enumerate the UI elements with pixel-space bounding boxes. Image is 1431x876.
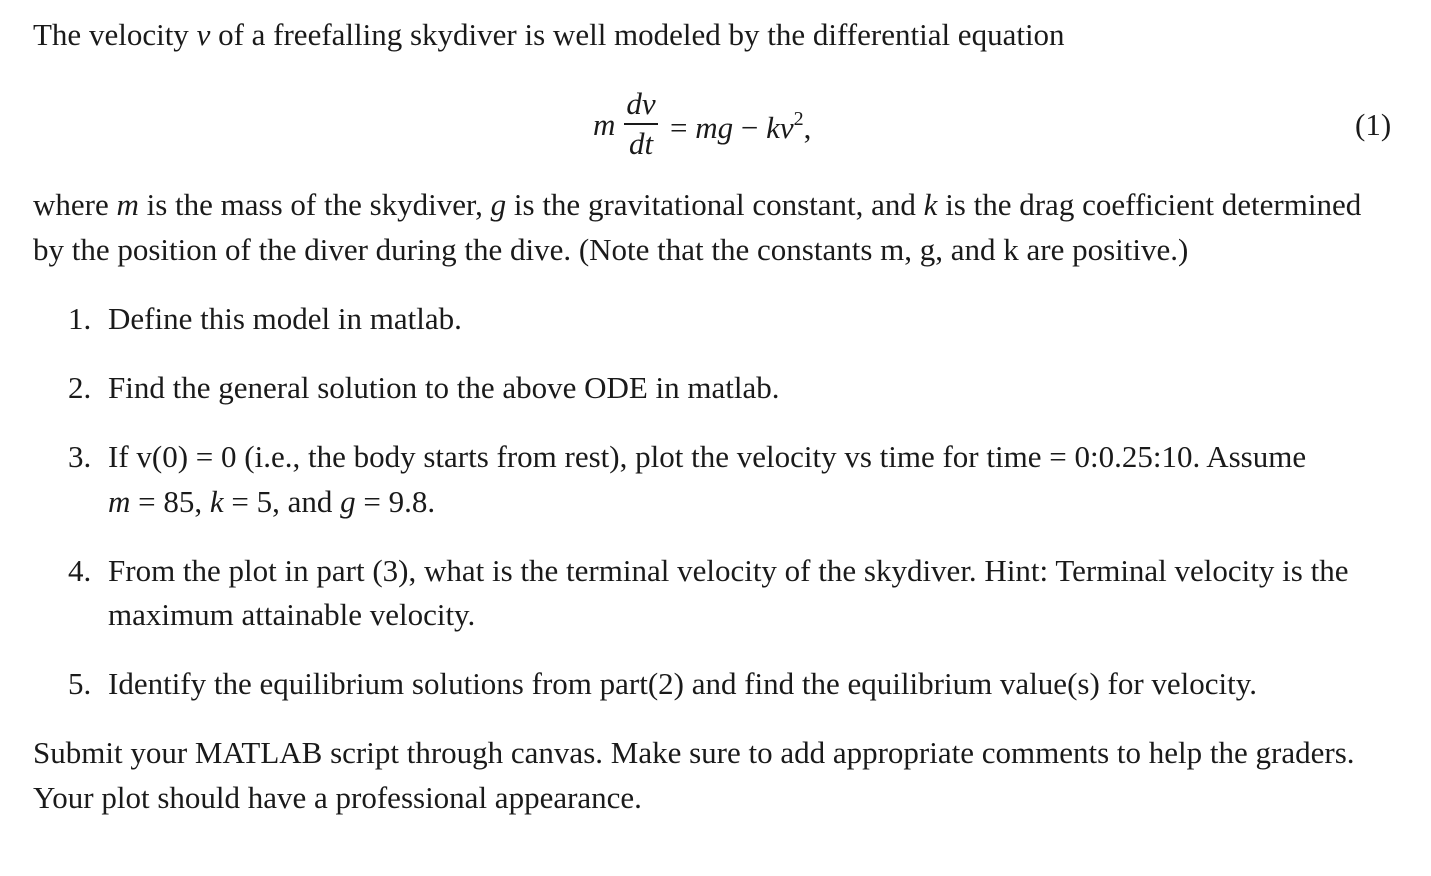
- list-item-text-continued: m = 85, k = 5, and g = 9.8.: [108, 484, 436, 519]
- list-item-text: Identify the equilibrium solutions from part(2) and find the equilibrium value(s) for velocity.: [108, 666, 1258, 701]
- fraction-denominator: dt: [628, 125, 654, 161]
- list-number: 5.: [68, 666, 92, 701]
- footer-line-1: Submit your MATLAB script through canvas. Make sure to add appropriate comments to help the graders.: [33, 735, 1355, 770]
- list-item-text: Define this model in matlab.: [108, 301, 462, 336]
- list-item-text-continued: maximum attainable velocity.: [108, 597, 476, 632]
- intro-text: [33, 19, 1065, 50]
- equation-mass: m: [593, 107, 616, 142]
- fraction-numerator: dv: [626, 86, 656, 121]
- list-item-text: Find the general solution to the above ODE in matlab.: [108, 370, 780, 405]
- list-number: 1.: [68, 301, 92, 336]
- equation-number: (1): [1355, 107, 1392, 142]
- list-number: 3.: [68, 439, 92, 474]
- velocity-variable: v: [196, 17, 211, 52]
- list-number: 2.: [68, 370, 92, 405]
- list-item-text: From the plot in part (3), what is the terminal velocity of the skydiver. Hint: Terminal velocity is the: [108, 553, 1349, 588]
- footer-line-2: Your plot should have a professional appearance.: [33, 780, 642, 815]
- equation-rhs: = mg − $kv^2$,: [670, 108, 812, 145]
- description-line-2: by the position of the diver during the dive. (Note that the constants m, g, and k are positive.): [33, 232, 1189, 267]
- list-number: 4.: [68, 553, 92, 588]
- list-item-text: If v(0) = 0 (i.e., the body starts from rest), plot the velocity vs time for time = 0:0.25:10. Assume: [108, 439, 1307, 474]
- intro-part-1: The velocity: [33, 17, 197, 52]
- equation-fraction: [624, 88, 658, 159]
- description-line-1: where m is the mass of the skydiver, g is the gravitational constant, and k is the drag coefficient determined: [33, 187, 1362, 222]
- fraction-bar: [624, 123, 658, 125]
- intro-part-2: of a freefalling skydiver is well modeled by the differential equation: [210, 17, 1065, 52]
